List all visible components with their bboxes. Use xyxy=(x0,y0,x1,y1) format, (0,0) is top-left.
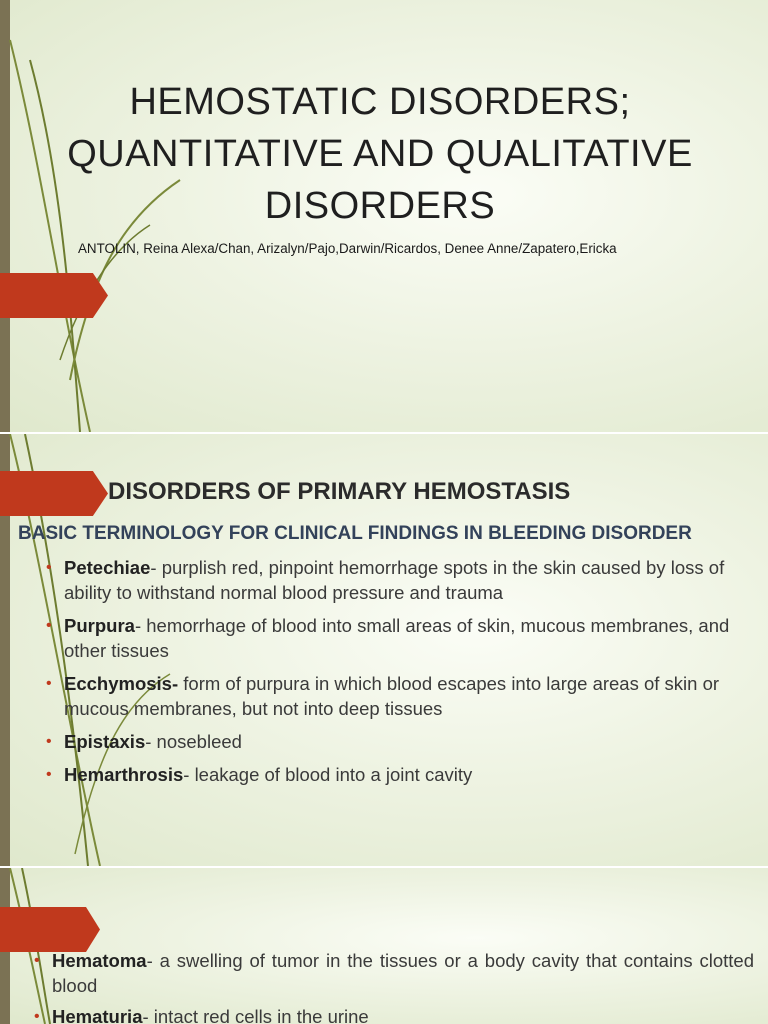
term: Epistaxis xyxy=(64,731,146,752)
list-item xyxy=(44,762,744,787)
list-item xyxy=(44,555,744,605)
list-item xyxy=(44,671,744,721)
definition: - hemorrhage of blood into small areas of skin, mucous membranes, and other tissues xyxy=(64,615,730,661)
term: Petechiae xyxy=(64,557,151,578)
definition: - purplish red, pinpoint hemorrhage spots in the skin caused by loss of ability to withstand normal blood pressure and trauma xyxy=(64,557,725,603)
list-item xyxy=(32,1004,754,1024)
slide-subheading: BASIC TERMINOLOGY FOR CLINICAL FINDINGS IN BLEEDING DISORDER xyxy=(18,523,692,544)
term: Ecchymosis- xyxy=(64,673,179,694)
term: Hematuria xyxy=(52,1006,143,1024)
term: Purpura xyxy=(64,615,135,636)
definition: form of purpura in which blood escapes into large areas of skin or mucous membranes, but not into deep tissues xyxy=(64,673,720,719)
definition: - leakage of blood into a joint cavity xyxy=(183,764,473,785)
terminology-list xyxy=(44,555,744,795)
slide-title xyxy=(30,76,730,232)
title-line-3: DISORDERS xyxy=(264,185,496,227)
terminology-list-continued xyxy=(32,948,754,1024)
definition: - intact red cells in the urine xyxy=(142,1006,369,1024)
title-line-2: QUANTITATIVE AND QUALITATIVE xyxy=(67,133,693,175)
term: Hematoma xyxy=(52,950,147,971)
definition: - nosebleed xyxy=(145,731,242,752)
title-line-1: HEMOSTATIC DISORDERS; xyxy=(129,81,631,123)
definition: - a swelling of tumor in the tissues or a body cavity that contains clotted blood xyxy=(52,950,754,996)
authors-line: ANTOLIN, Reina Alexa/Chan, Arizalyn/Pajo,Darwin/Ricardos, Denee Anne/Zapatero,Ericka xyxy=(78,241,617,256)
list-item xyxy=(44,729,744,754)
continued-slide xyxy=(0,868,768,1024)
red-arrow-tab xyxy=(0,273,108,318)
title-slide xyxy=(0,0,768,432)
red-arrow-tab xyxy=(0,907,100,952)
red-arrow-tab xyxy=(0,471,108,516)
term: Hemarthrosis xyxy=(64,764,184,785)
list-item xyxy=(44,613,744,663)
terminology-slide xyxy=(0,434,768,866)
slide-heading: DISORDERS OF PRIMARY HEMOSTASIS xyxy=(108,478,571,505)
list-item xyxy=(32,948,754,998)
